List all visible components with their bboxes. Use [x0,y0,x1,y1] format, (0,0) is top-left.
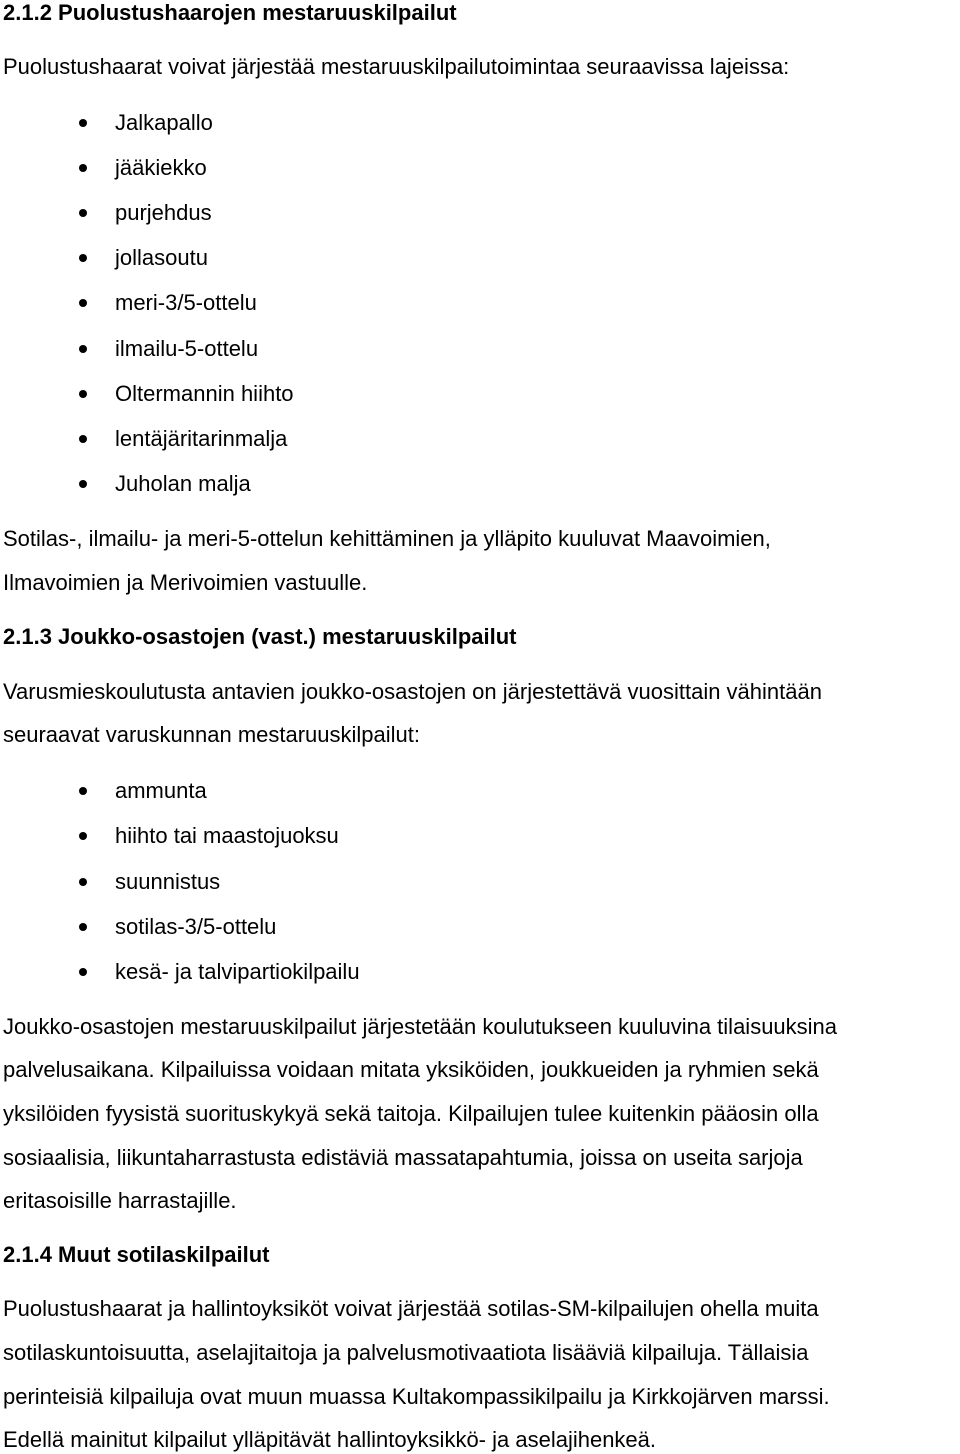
section-heading-2-1-4: 2.1.4 Muut sotilaskilpailut [3,1242,270,1267]
paragraph-line: Varusmieskoulutusta antavien joukko-osastojen on järjestettävä vuosittain vähintään [3,679,822,704]
bullet-icon [79,480,87,488]
bullet-icon [79,209,87,217]
list-item-text: Juholan malja [115,471,251,496]
bullet-icon [79,345,87,353]
list-item-text: ammunta [115,778,207,803]
section-intro-2-1-2: Puolustushaarat voivat järjestää mestaruuskilpailutoimintaa seuraavissa lajeissa: [3,54,790,79]
list-item-text: kesä- ja talvipartiokilpailu [115,959,360,984]
bullet-icon [79,832,87,840]
paragraph-line: sotilaskuntoisuutta, aselajitaitoja ja palvelusmotivaatiota lisääviä kilpailuja. Tällaisia [3,1340,809,1365]
bullet-icon [79,390,87,398]
list-item-text: lentäjäritarinmalja [115,426,288,451]
bullet-icon [79,878,87,886]
bullet-icon [79,254,87,262]
paragraph-line: Edellä mainitut kilpailut ylläpitävät hallintoyksikkö- ja aselajihenkeä. [3,1427,657,1452]
bullet-icon [79,923,87,931]
section-heading-2-1-2: 2.1.2 Puolustushaarojen mestaruuskilpailut [3,0,457,25]
list-item-text: sotilas-3/5-ottelu [115,914,277,939]
paragraph-line: Ilmavoimien ja Merivoimien vastuulle. [3,570,368,595]
paragraph-line: palvelusaikana. Kilpailuissa voidaan mitata yksiköiden, joukkueiden ja ryhmien sekä [3,1057,819,1082]
paragraph-line: Joukko-osastojen mestaruuskilpailut järjestetään koulutukseen kuuluvina tilaisuuksina [3,1014,838,1039]
paragraph-line: seuraavat varuskunnan mestaruuskilpailut: [3,722,421,747]
paragraph-line: perinteisiä kilpailuja ovat muun muassa Kultakompassikilpailu ja Kirkkojärven marssi. [3,1384,830,1409]
paragraph-line: Puolustushaarat ja hallintoyksiköt voivat järjestää sotilas-SM-kilpailujen ohella muita [3,1296,819,1321]
list-item-text: ilmailu-5-ottelu [115,336,259,361]
list-item-text: jollasoutu [115,245,208,270]
list-item-text: jääkiekko [115,155,207,180]
list-item-text: Jalkapallo [115,110,213,135]
list-item-text: hiihto tai maastojuoksu [115,823,339,848]
bullet-icon [79,164,87,172]
paragraph-line: sosiaalisia, liikuntaharrastusta edistäviä massatapahtumia, joissa on useita sarjoja [3,1145,803,1170]
list-item-text: meri-3/5-ottelu [115,290,257,315]
bullet-icon [79,119,87,127]
paragraph-line: eritasoisille harrastajille. [3,1188,237,1213]
paragraph-line: Sotilas-, ilmailu- ja meri-5-ottelun kehittäminen ja ylläpito kuuluvat Maavoimien, [3,526,771,551]
bullet-icon [79,968,87,976]
bullet-icon [79,299,87,307]
section-heading-2-1-3: 2.1.3 Joukko-osastojen (vast.) mestaruuskilpailut [3,624,517,649]
paragraph-line: yksilöiden fyysistä suorituskykyä sekä taitoja. Kilpailujen tulee kuitenkin pääosin olla [3,1101,819,1126]
list-item-text: purjehdus [115,200,212,225]
list-item-text: suunnistus [115,869,221,894]
bullet-icon [79,787,87,795]
list-item-text: Oltermannin hiihto [115,381,294,406]
bullet-icon [79,435,87,443]
